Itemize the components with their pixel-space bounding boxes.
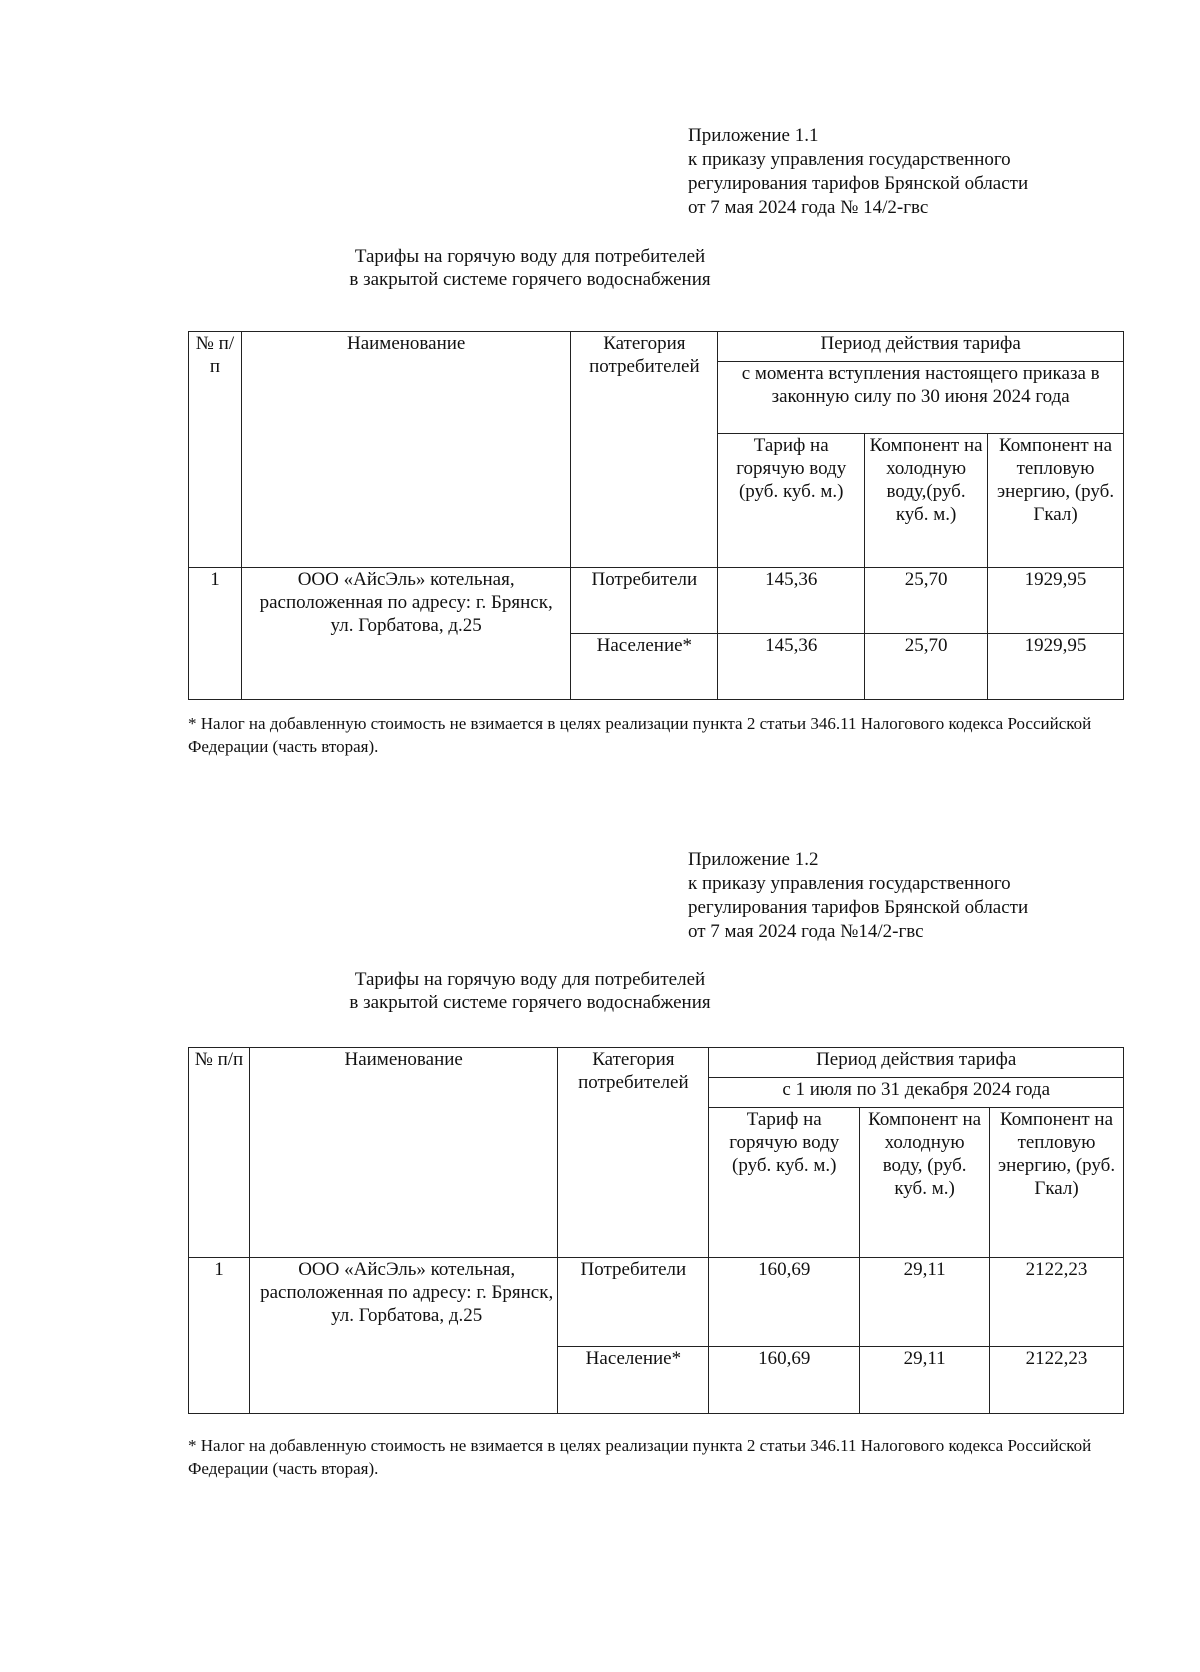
header-name: Наименование [241, 332, 570, 568]
header-cold-component: Компонент на холодную воду,(руб. куб. м.) [865, 434, 988, 568]
org-name: ООО «АйсЭль» котельная, расположенная по адресу: г. Брянск, ул. Горбатова, д.25 [249, 1258, 558, 1414]
appendix-date: от 7 мая 2024 года № 14/2-гвс [688, 197, 929, 218]
row-number: 1 [189, 1258, 250, 1414]
header-heat-component: Компонент на тепловую энергию, (руб. Гкал) [990, 1108, 1124, 1258]
org-name: ООО «АйсЭль» котельная, расположенная по адресу: г. Брянск, ул. Горбатова, д.25 [241, 568, 570, 700]
header-number: № п/п [189, 332, 242, 568]
tariff-table-1 [188, 331, 1124, 700]
appendix-number: Приложение 1.1 [688, 125, 819, 146]
header-period-range: с 1 июля по 31 декабря 2024 года [709, 1078, 1124, 1108]
header-period: Период действия тарифа [709, 1048, 1124, 1078]
header-heat-component: Компонент на тепловую энергию, (руб. Гкал) [988, 434, 1124, 568]
cold-component-cell: 25,70 [865, 634, 988, 700]
appendix-line: регулирования тарифов Брянской области [688, 173, 1029, 194]
tariff-table-2 [188, 1047, 1124, 1414]
footnote-1: * Налог на добавленную стоимость не взимается в целях реализации пункта 2 статьи 346.11 Налогового кодекса Российской Федерации (часть вторая). [188, 714, 1092, 756]
header-category: Категория потребителей [571, 332, 718, 568]
cold-component-cell: 25,70 [865, 568, 988, 634]
appendix-number: Приложение 1.2 [688, 849, 819, 870]
tariff-cell: 160,69 [709, 1347, 860, 1414]
tariff-cell: 145,36 [718, 634, 865, 700]
heat-component-cell: 2122,23 [990, 1258, 1124, 1347]
document-title-1: Тарифы на горячую воду для потребителей в закрытой системе горячего водоснабжения [349, 246, 711, 290]
header-cold-component: Компонент на холодную воду, (руб. куб. м.) [860, 1108, 990, 1258]
heat-component-cell: 1929,95 [988, 634, 1124, 700]
header-tariff: Тариф на горячую воду (руб. куб. м.) [709, 1108, 860, 1258]
tariff-cell: 145,36 [718, 568, 865, 634]
appendix-line: регулирования тарифов Брянской области [688, 897, 1029, 918]
tariff-cell: 160,69 [709, 1258, 860, 1347]
header-name: Наименование [249, 1048, 558, 1258]
category-cell: Потребители [571, 568, 718, 634]
appendix-header-1 [688, 124, 1028, 220]
footnote-2: * Налог на добавленную стоимость не взимается в целях реализации пункта 2 статьи 346.11 Налогового кодекса Российской Федерации (часть вторая). [188, 1436, 1092, 1478]
appendix-date: от 7 мая 2024 года №14/2-гвс [688, 921, 924, 942]
heat-component-cell: 2122,23 [990, 1347, 1124, 1414]
category-cell: Население* [558, 1347, 709, 1414]
header-tariff: Тариф на горячую воду (руб. куб. м.) [718, 434, 865, 568]
header-category: Категория потребителей [558, 1048, 709, 1258]
category-cell: Потребители [558, 1258, 709, 1347]
row-number: 1 [189, 568, 242, 700]
appendix-line: к приказу управления государственного [688, 149, 1011, 170]
header-period: Период действия тарифа [718, 332, 1124, 362]
document-title-2: Тарифы на горячую воду для потребителей в закрытой системе горячего водоснабжения [349, 969, 711, 1013]
header-period-range: с момента вступления настоящего приказа в законную силу по 30 июня 2024 года [718, 362, 1124, 434]
cold-component-cell: 29,11 [860, 1347, 990, 1414]
appendix-line: к приказу управления государственного [688, 873, 1011, 894]
cold-component-cell: 29,11 [860, 1258, 990, 1347]
header-number: № п/п [189, 1048, 250, 1258]
category-cell: Население* [571, 634, 718, 700]
appendix-header-2 [688, 848, 1028, 944]
heat-component-cell: 1929,95 [988, 568, 1124, 634]
